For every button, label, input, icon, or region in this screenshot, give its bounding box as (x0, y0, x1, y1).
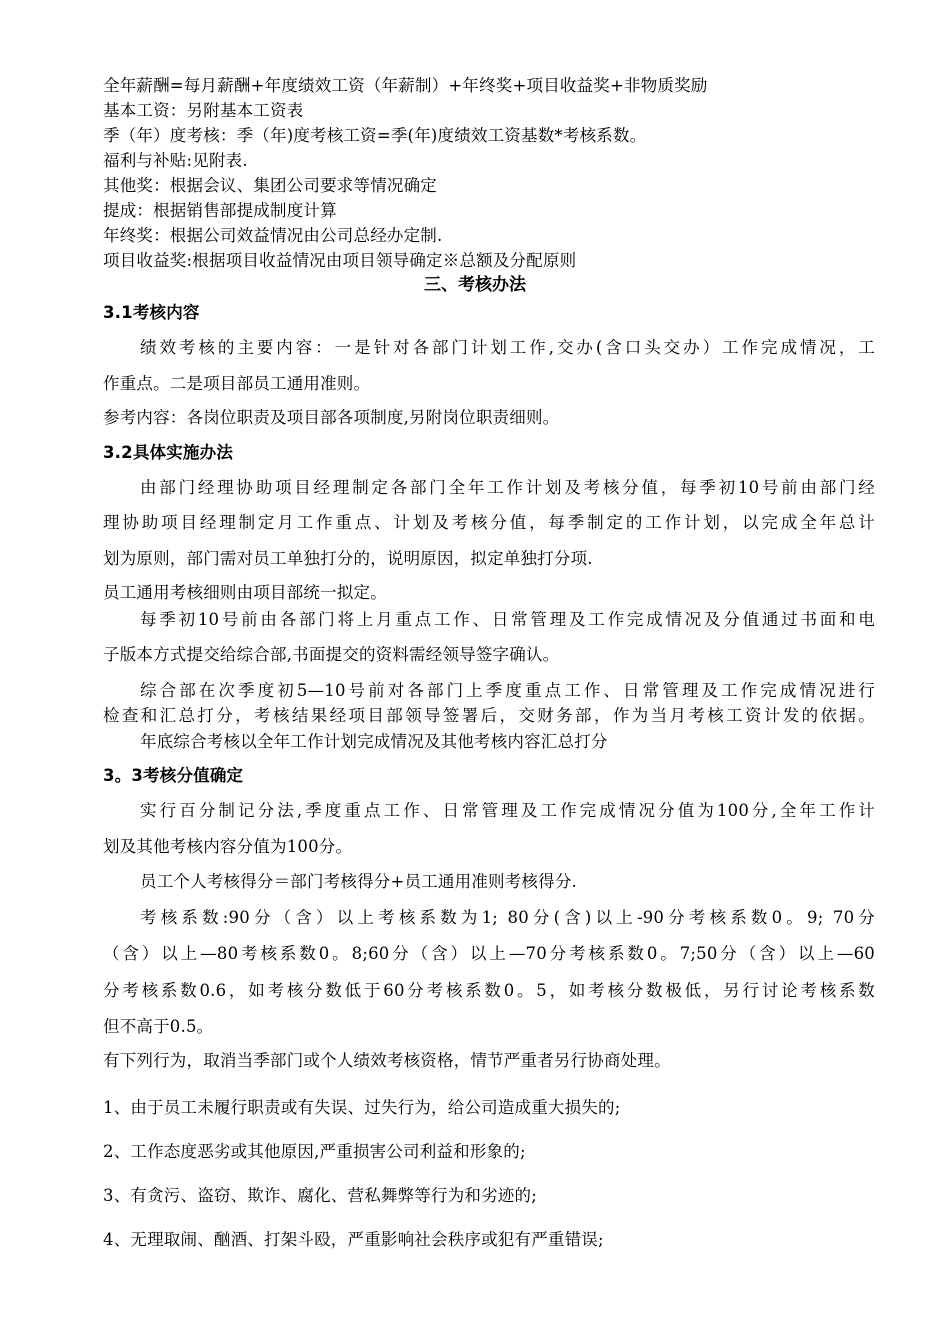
salary-line-base: 基本工资：另附基本工资表 (103, 101, 304, 120)
s32-paragraph-5: 年底综合考核以全年工作计划完成情况及其他考核内容汇总打分 (140, 732, 608, 751)
s33-paragraph-1-line-2: 划及其他考核内容分值为100分。 (103, 837, 353, 856)
s31-paragraph-1-line-2: 作重点。二是项目部员工通用准则。 (103, 374, 371, 393)
s32-paragraph-3-line-2: 子版本方式提交给综合部,书面提交的资料需经领导签字确认。 (103, 645, 560, 664)
salary-line-other: 其他奖：根据会议、集团公司要求等情况确定 (103, 176, 437, 195)
heading-3-3: 3。3考核分值确定 (103, 766, 244, 785)
s33-paragraph-1-line-1: 实行百分制记分法,季度重点工作、日常管理及工作完成情况分值为100分,全年工作计 (140, 801, 875, 820)
list-item-3: 3、有贪污、盗窃、欺诈、腐化、营私舞弊等行为和劣迹的; (103, 1186, 537, 1205)
heading-3-1: 3.1考核内容 (103, 303, 200, 322)
s33-paragraph-3-line-2: （含）以上—80考核系数0。8;60分（含）以上—70分考核系数0。7;50分（含）以上—60 (103, 944, 875, 963)
salary-line-welfare: 福利与补贴:见附表. (103, 151, 248, 170)
s33-paragraph-4: 有下列行为，取消当季部门或个人绩效考核资格，情节严重者另行协商处理。 (103, 1051, 671, 1070)
s33-paragraph-3-line-3: 分考核系数0.6，如考核分数低于60分考核系数0。5，如考核分数极低，另行讨论考核系数 (103, 981, 875, 1000)
salary-line-project: 项目收益奖:根据项目收益情况由项目领导确定※总额及分配原则 (103, 251, 577, 270)
s32-paragraph-4-line-2: 检查和汇总打分，考核结果经项目部领导签署后，交财务部，作为当月考核工资计发的依据。 (103, 706, 875, 725)
section-title: 三、考核办法 (424, 275, 526, 295)
s31-paragraph-2: 参考内容：各岗位职责及项目部各项制度,另附岗位职责细则。 (103, 408, 560, 427)
list-item-1: 1、由于员工未履行职责或有失误、过失行为，给公司造成重大损失的; (103, 1098, 621, 1117)
s33-paragraph-3-line-1: 考核系数:90分（含）以上考核系数为1; 80分(含)以上-90分考核系数0。9; 70分 (140, 908, 875, 927)
heading-3-2: 3.2具体实施办法 (103, 443, 234, 462)
salary-line-quarterly: 季（年）度考核：季（年)度考核工资=季(年)度绩效工资基数*考核系数。 (103, 126, 647, 145)
salary-line-total: 全年薪酬=每月薪酬+年度绩效工资（年薪制）+年终奖+项目收益奖+非物质奖励 (103, 76, 708, 95)
s33-paragraph-2: 员工个人考核得分＝部门考核得分+员工通用准则考核得分. (140, 872, 577, 891)
list-item-4: 4、无理取闹、酗酒、打架斗殴，严重影响社会秩序或犯有严重错误; (103, 1230, 604, 1249)
s32-paragraph-2: 员工通用考核细则由项目部统一拟定。 (103, 583, 387, 602)
list-item-2: 2、工作态度恶劣或其他原因,严重损害公司利益和形象的; (103, 1142, 526, 1161)
s31-paragraph-1-line-1: 绩效考核的主要内容：一是针对各部门计划工作,交办(含口头交办）工作完成情况，工 (140, 338, 875, 357)
s32-paragraph-4-line-1: 综合部在次季度初5—10号前对各部门上季度重点工作、日常管理及工作完成情况进行 (140, 681, 875, 700)
salary-line-year-end: 年终奖：根据公司效益情况由公司总经办定制. (103, 226, 443, 245)
s32-paragraph-1-line-3: 划为原则，部门需对员工单独打分的，说明原因，拟定单独打分项. (103, 549, 593, 568)
s33-paragraph-3-line-4: 但不高于0.5。 (103, 1017, 214, 1036)
s32-paragraph-1-line-2: 理协助项目经理制定月工作重点、计划及考核分值，每季制定的工作计划，以完成全年总计 (103, 513, 875, 532)
salary-line-commission: 提成：根据销售部提成制度计算 (103, 201, 337, 220)
s32-paragraph-3-line-1: 每季初10号前由各部门将上月重点工作、日常管理及工作完成情况及分值通过书面和电 (140, 610, 875, 629)
s32-paragraph-1-line-1: 由部门经理协助项目经理制定各部门全年工作计划及考核分值，每季初10号前由部门经 (140, 478, 875, 497)
